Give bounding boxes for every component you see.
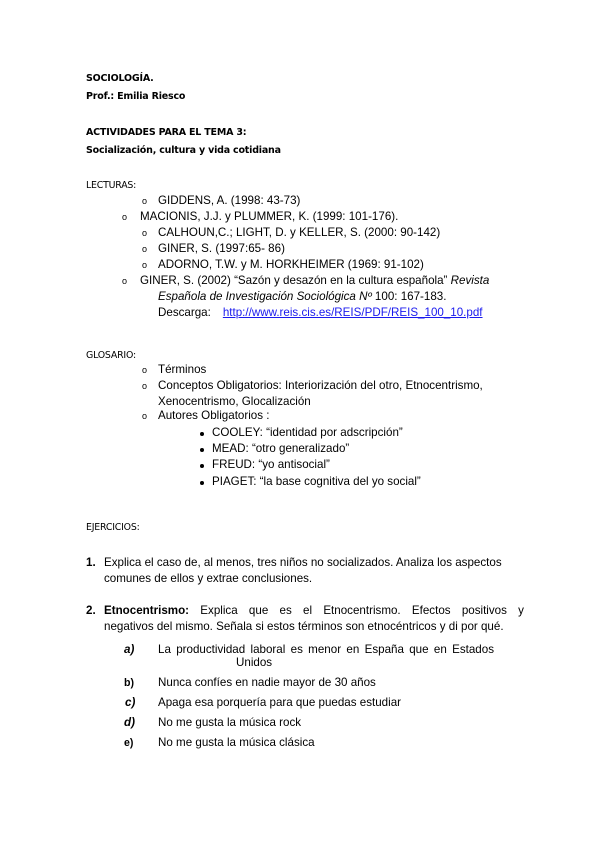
sub-item-letter: a): [124, 643, 135, 656]
sub-item-letter: d): [124, 716, 135, 729]
exercise-number: 2.: [86, 604, 96, 617]
dot-bullet-icon: [200, 432, 204, 436]
giner-citation: GINER, S. (2002) “Sazón y desazón en la cultura española”: [140, 274, 448, 287]
circle-bullet-icon: o: [122, 276, 128, 286]
sub-item-text-cont: Unidos: [236, 656, 273, 669]
exercise-2-title: Etnocentrismo:: [104, 604, 190, 617]
lectura-item-giner-2002: [140, 274, 489, 287]
subject-title: SOCIOLOGÍA.: [86, 73, 154, 84]
circle-bullet-icon: o: [142, 196, 148, 206]
glosario-autores-label: Autores Obligatorios :: [158, 409, 270, 422]
dot-bullet-icon: [200, 464, 204, 468]
dot-bullet-icon: [200, 448, 204, 452]
lectura-item: GIDDENS, A. (1998: 43-73): [158, 194, 301, 207]
exercise-1-text: Explica el caso de, al menos, tres niños no socializados. Analiza los aspectos: [104, 556, 502, 569]
download-label: Descarga:: [158, 306, 211, 319]
circle-bullet-icon: o: [142, 411, 148, 421]
lectura-item: ADORNO, T.W. y M. HORKHEIMER (1969: 91-102): [158, 258, 424, 271]
autor-item: FREUD: “yo antisocial”: [212, 458, 330, 471]
sub-item-text: La productividad laboral es menor en España que en Estados: [158, 643, 494, 656]
dot-bullet-icon: [200, 481, 204, 485]
ejercicios-label: EJERCICIOS:: [86, 522, 140, 533]
exercise-2-heading: [104, 604, 524, 617]
glosario-conceptos: Conceptos Obligatorios: Interiorización del otro, Etnocentrismo,: [158, 379, 483, 392]
sub-item-letter: b): [124, 677, 134, 689]
sub-item-letter: e): [124, 737, 134, 749]
sub-item-text: No me gusta la música rock: [158, 716, 302, 729]
exercise-1-text-cont: comunes de ellos y extrae conclusiones.: [104, 572, 313, 585]
autor-item: PIAGET: “la base cognitiva del yo social”: [212, 475, 421, 488]
circle-bullet-icon: o: [142, 260, 148, 270]
topic-title: Socialización, cultura y vida cotidiana: [86, 145, 281, 156]
activities-title: ACTIVIDADES PARA EL TEMA 3:: [86, 127, 247, 138]
circle-bullet-icon: o: [142, 381, 148, 391]
autor-item: MEAD: “otro generalizado”: [212, 442, 350, 455]
sub-item-text: Apaga esa porquería para que puedas estudiar: [158, 696, 402, 709]
sub-item-text: Nunca confíes en nadie mayor de 30 años: [158, 676, 376, 689]
journal-pages: 100: 167-183.: [371, 290, 447, 303]
sub-item-letter: c): [125, 696, 136, 709]
lectura-item: CALHOUN,C.; LIGHT, D. y KELLER, S. (2000: 90-142): [158, 226, 441, 239]
journal-name-part: Revista: [450, 274, 490, 287]
sub-item-text: No me gusta la música clásica: [158, 736, 315, 749]
lecturas-label: LECTURAS:: [86, 180, 137, 191]
autor-item: COOLEY: “identidad por adscripción”: [212, 426, 403, 439]
circle-bullet-icon: o: [122, 212, 128, 222]
giner-journal-line: [158, 290, 446, 303]
exercise-2-text-cont: negativos del mismo. Señala si estos términos son etnocéntricos y di por qué.: [104, 620, 504, 633]
circle-bullet-icon: o: [142, 228, 148, 238]
glosario-terminos: Términos: [158, 363, 207, 376]
glosario-conceptos-cont: Xenocentrismo, Glocalización: [158, 395, 311, 408]
lectura-item: MACIONIS, J.J. y PLUMMER, K. (1999: 101-176).: [140, 210, 399, 223]
exercise-number: 1.: [86, 556, 96, 569]
download-line: [158, 306, 483, 319]
glosario-label: GLOSARIO:: [86, 350, 136, 361]
exercise-2-text: Explica que es el Etnocentrismo. Efectos positivos y: [200, 604, 524, 617]
journal-name-part: Española de Investigación Sociológica Nº: [158, 290, 372, 303]
lectura-item: GINER, S. (1997:65- 86): [158, 242, 285, 255]
circle-bullet-icon: o: [142, 244, 148, 254]
circle-bullet-icon: o: [142, 365, 148, 375]
download-link[interactable]: http://www.reis.cis.es/REIS/PDF/REIS_100_10.pdf: [222, 306, 483, 319]
professor-name: Prof.: Emilia Riesco: [86, 91, 186, 102]
